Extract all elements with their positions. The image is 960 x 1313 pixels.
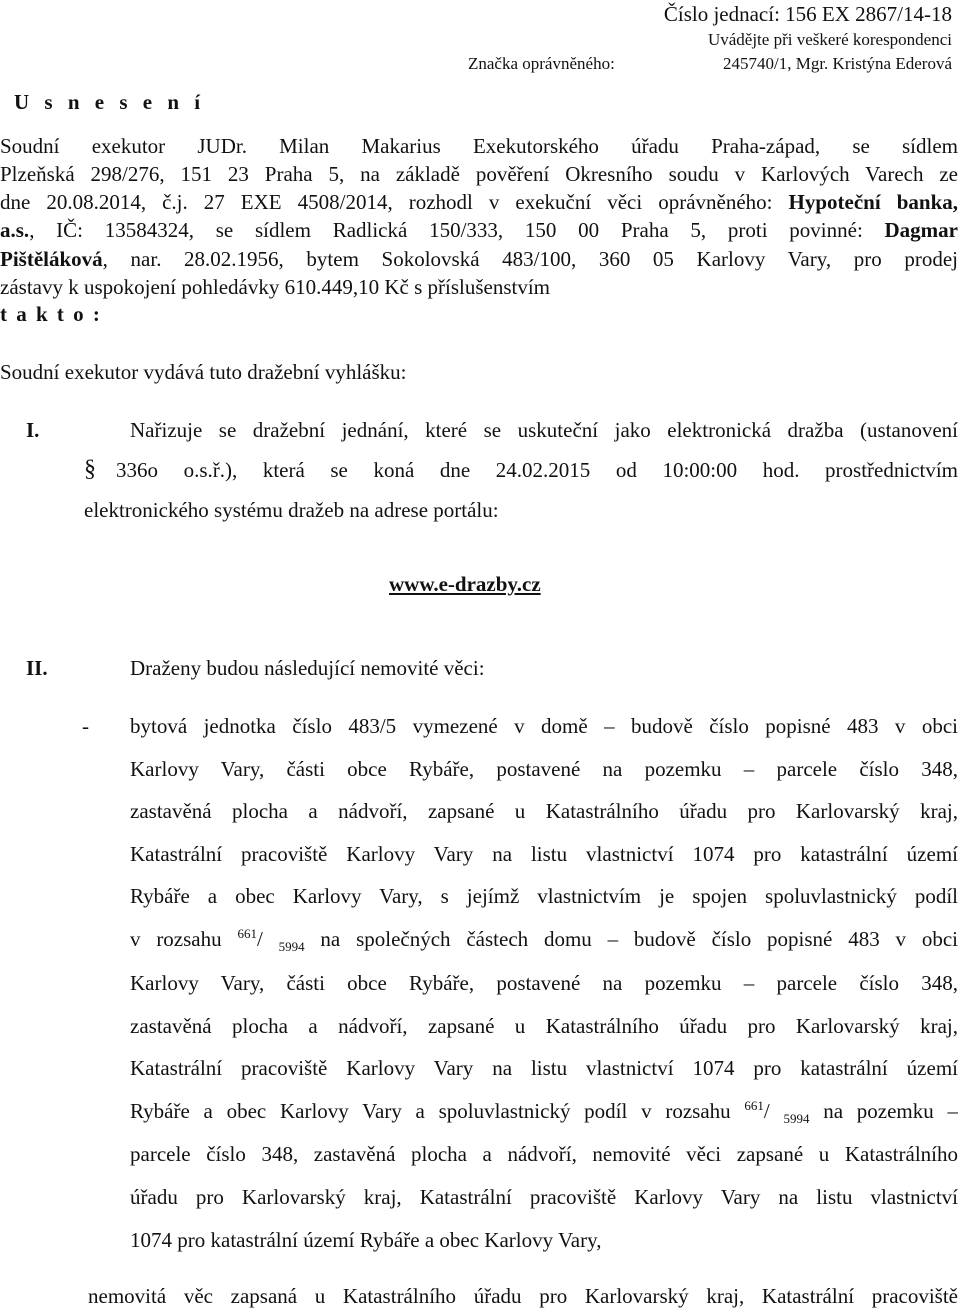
property-line: zastavěná plocha a nádvoří, zapsané u Katastrálního úřadu pro Karlovarský kraj, <box>130 1014 958 1038</box>
property-line: Katastrální pracoviště Karlovy Vary na listu vlastnictví 1074 pro katastrální území <box>130 842 958 866</box>
creditor-name-suffix: a.s. <box>0 218 30 242</box>
share-text: v rozsahu <box>130 927 238 951</box>
intro-line <box>0 247 958 272</box>
section-number: I. <box>26 418 40 442</box>
share-text: na pozemku – <box>809 1099 958 1123</box>
list-bullet: - <box>82 714 89 738</box>
debtor-first-name: Dagmar <box>884 218 958 242</box>
section-text: Nařizuje se dražební jednání, které se uskuteční jako elektronická dražba (ustanovení <box>130 418 958 442</box>
intro-line: Plzeňská 298/276, 151 23 Praha 5, na základě pověření Okresního soudu v Karlových Varech ze <box>0 162 958 186</box>
section-heading: Draženy budou následující nemovité věci: <box>130 656 485 680</box>
section-text: elektronického systému dražeb na adrese portálu: <box>84 498 499 522</box>
property-line: bytová jednotka číslo 483/5 vymezené v domě – budově číslo popisné 483 v obci <box>130 714 958 738</box>
share-text: na společných částech domu – budově číslo popisné 483 v obci <box>304 927 958 951</box>
share-numerator: 661 <box>744 1098 764 1113</box>
property-line: Katastrální pracoviště Karlovy Vary na listu vlastnictví 1074 pro katastrální území <box>130 1056 958 1080</box>
share-denominator: 5994 <box>278 939 305 955</box>
section-number: II. <box>26 656 48 680</box>
share-numerator: 661 <box>237 926 257 941</box>
property-line: Rybáře a obec Karlovy Vary a spoluvlastnický podíl v rozsahu $^{661}$/ $_{5994}$ na pozemku – <box>130 1098 958 1127</box>
portal-link[interactable]: www.e-drazby.cz <box>389 572 541 596</box>
property-line: v rozsahu $^{661}$/ $_{5994}$ na společných částech domu – budově číslo popisné 483 v obci <box>130 926 958 955</box>
paragraph-symbol: § <box>84 456 96 482</box>
property-line: Karlovy Vary, části obce Rybáře, postavené na pozemku – parcele číslo 348, <box>130 971 958 995</box>
intro-line <box>0 218 958 243</box>
declaration: Soudní exekutor vydává tuto dražební vyhlášku: <box>0 360 407 384</box>
creditor-name: Hypoteční banka, <box>788 190 958 214</box>
takto-label: t a k t o : <box>0 302 102 326</box>
property-line: parcele číslo 348, zastavěná plocha a nádvoří, nemovité věci zapsané u Katastrálního <box>130 1142 958 1166</box>
creditor-ref-value: 245740/1, Mgr. Kristýna Ederová <box>723 54 952 73</box>
property-line: 1074 pro katastrální území Rybáře a obec Karlovy Vary, <box>130 1228 602 1252</box>
debtor-surname: Pištěláková <box>0 247 103 271</box>
intro-text: , IČ: 13584324, se sídlem Radlická 150/333, 150 00 Praha 5, proti povinné: <box>29 218 885 242</box>
intro-text: dne 20.08.2014, č.j. 27 EXE 4508/2014, rozhodl v exekuční věci oprávněného: <box>0 190 789 214</box>
intro-text: , nar. 28.02.1956, bytem Sokolovská 483/100, 360 05 Karlovy Vary, pro prodej <box>102 247 958 271</box>
case-number: Číslo jednací: 156 EX 2867/14-18 <box>663 2 952 26</box>
section-text: 336o o.s.ř.), která se koná dne 24.02.2015 od 10:00:00 hod. prostřednictvím <box>116 458 958 482</box>
property-line: Karlovy Vary, části obce Rybáře, postavené na pozemku – parcele číslo 348, <box>130 757 958 781</box>
property-line: Rybáře a obec Karlovy Vary, s jejímž vlastnictvím je spojen spoluvlastnický podíl <box>130 884 958 908</box>
share-text: Rybáře a obec Karlovy Vary a spoluvlastnický podíl v rozsahu <box>130 1099 745 1123</box>
correspondence-note: Uvádějte při veškeré korespondenci <box>707 30 952 49</box>
creditor-ref-label: Značka oprávněného: <box>468 54 615 73</box>
closing-line: nemovitá věc zapsaná u Katastrálního úřadu pro Karlovarský kraj, Katastrální pracoviště <box>88 1284 958 1308</box>
property-line: úřadu pro Karlovarský kraj, Katastrální pracoviště Karlovy Vary na listu vlastnictví <box>130 1185 958 1209</box>
share-denominator: 5994 <box>783 1111 810 1127</box>
intro-line: zástavy k uspokojení pohledávky 610.449,10 Kč s příslušenstvím <box>0 275 551 299</box>
document-title: U s n e s e n í <box>14 90 206 114</box>
intro-line: Soudní exekutor JUDr. Milan Makarius Exekutorského úřadu Praha-západ, se sídlem <box>0 134 958 158</box>
intro-line <box>0 190 958 215</box>
property-line: zastavěná plocha a nádvoří, zapsané u Katastrálního úřadu pro Karlovarský kraj, <box>130 799 958 823</box>
